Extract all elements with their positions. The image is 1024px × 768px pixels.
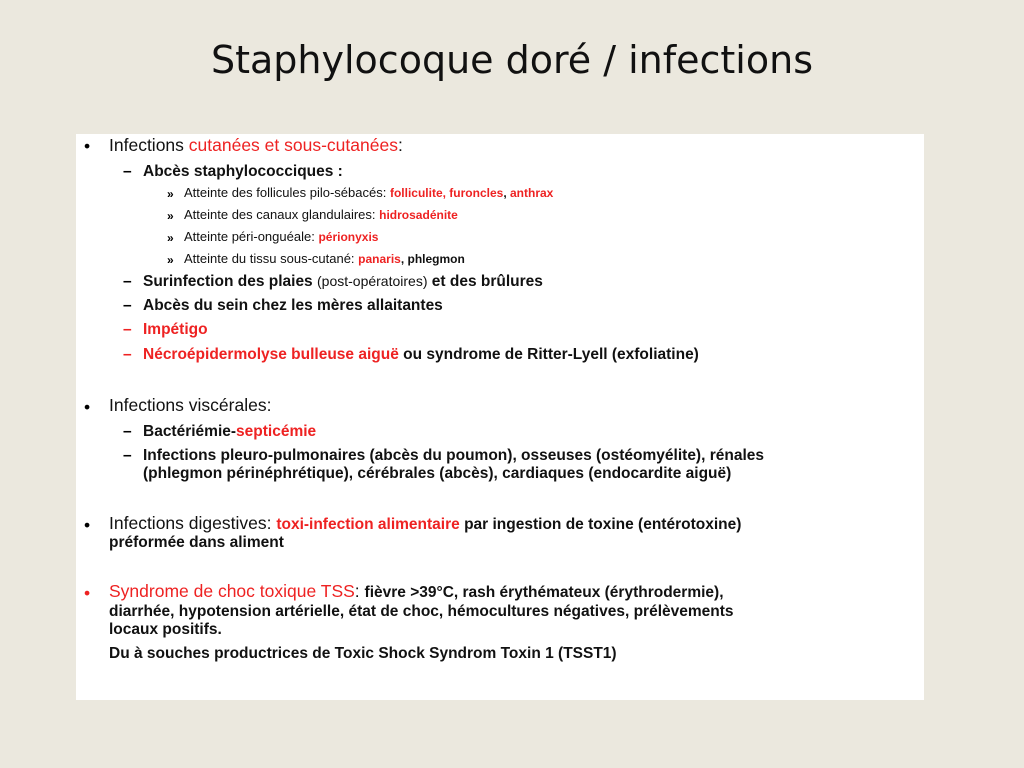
item-label: Atteinte des follicules pilo-sébacés: (184, 185, 390, 200)
toxi-infection-highlight: toxi-infection alimentaire (276, 516, 460, 533)
wounds-item (143, 273, 543, 291)
bullet-dash: – (123, 447, 132, 464)
bacteremia-item (143, 423, 316, 441)
bullet-dot: • (84, 136, 91, 156)
bullet-arrow: » (167, 209, 174, 223)
abscess-heading: Abcès staphylococciques : (143, 163, 343, 180)
necrolysis-item (143, 346, 699, 364)
item-separator: , (503, 186, 510, 200)
item-label: Atteinte péri-onguéale: (184, 229, 319, 244)
bullet-dot: • (84, 515, 91, 535)
tss-colon: : (354, 581, 365, 601)
digestive-label: Infections digestives: (109, 513, 277, 533)
bullet-dash: – (123, 163, 132, 180)
impetigo-item: Impétigo (143, 321, 208, 338)
item-highlight: panaris (358, 252, 401, 266)
slide-title: Staphylocoque doré / infections (211, 38, 813, 82)
item-label: Atteinte des canaux glandulaires: (184, 207, 380, 222)
heading-highlight: cutanées et sous-cutanées (188, 135, 398, 155)
bullet-dash: – (123, 297, 132, 314)
digestive-heading (109, 513, 741, 534)
bullet-arrow: » (167, 231, 174, 245)
bullet-arrow: » (167, 187, 174, 201)
bullet-dash: – (123, 321, 132, 338)
digestive-line2: préformée dans aliment (109, 534, 284, 551)
necrolysis-highlight: Nécroépidermolyse bulleuse aiguë (143, 346, 399, 363)
tss-label: Syndrome de choc toxique TSS (109, 581, 355, 601)
bullet-dot: • (84, 583, 91, 603)
cutaneous-heading (109, 135, 403, 156)
bullet-dash: – (123, 346, 132, 363)
subcutaneous-item (184, 251, 465, 266)
tss-heading (109, 581, 724, 602)
item-text: , phlegmon (400, 252, 465, 266)
wounds-paren: (post-opératoires) (317, 273, 428, 289)
pleuro-item-line2: (phlegmon périnéphrétique), cérébrales (abcès), cardiaques (endocardite aiguë) (143, 465, 732, 482)
visceral-heading: Infections viscérales: (109, 395, 272, 415)
pleuro-item-line1: Infections pleuro-pulmonaires (abcès du poumon), osseuses (ostéomyélite), rénales (143, 447, 764, 464)
tss-text: fièvre >39°C, rash érythémateux (érythrodermie), (364, 584, 724, 601)
tss-line3: locaux positifs. (109, 621, 222, 638)
bullet-arrow: » (167, 253, 174, 267)
tss-line2: diarrhée, hypotension artérielle, état de choc, hémocultures négatives, prélèvements (109, 603, 734, 620)
bullet-dot: • (84, 397, 91, 417)
item-highlight: hidrosadénite (379, 208, 458, 222)
content-image (76, 134, 924, 700)
nail-item (184, 229, 378, 244)
bullet-dash: – (123, 423, 132, 440)
heading-colon: : (397, 135, 403, 155)
bullet-dash: – (123, 273, 132, 290)
necrolysis-text: ou syndrome de Ritter-Lyell (exfoliatine) (398, 346, 699, 363)
item-highlight: périonyxis (318, 230, 379, 244)
breast-abscess-item: Abcès du sein chez les mères allaitantes (143, 297, 443, 314)
item-highlight: folliculite, furoncles (389, 186, 504, 200)
heading-text: Infections (109, 135, 189, 155)
item-highlight: anthrax (509, 186, 554, 200)
wounds-text: et des brûlures (427, 273, 543, 290)
gland-item (184, 207, 458, 222)
follicle-item (184, 185, 553, 200)
wounds-text: Surinfection des plaies (143, 273, 317, 290)
digestive-text: par ingestion de toxine (entérotoxine) (459, 516, 742, 533)
item-label: Atteinte du tissu sous-cutané: (184, 251, 359, 266)
bacteremia-text: Bactériémie- (143, 423, 237, 440)
tss-line4: Du à souches productrices de Toxic Shock Syndrom Toxin 1 (TSST1) (109, 645, 617, 662)
septicemia-highlight: septicémie (236, 423, 317, 440)
